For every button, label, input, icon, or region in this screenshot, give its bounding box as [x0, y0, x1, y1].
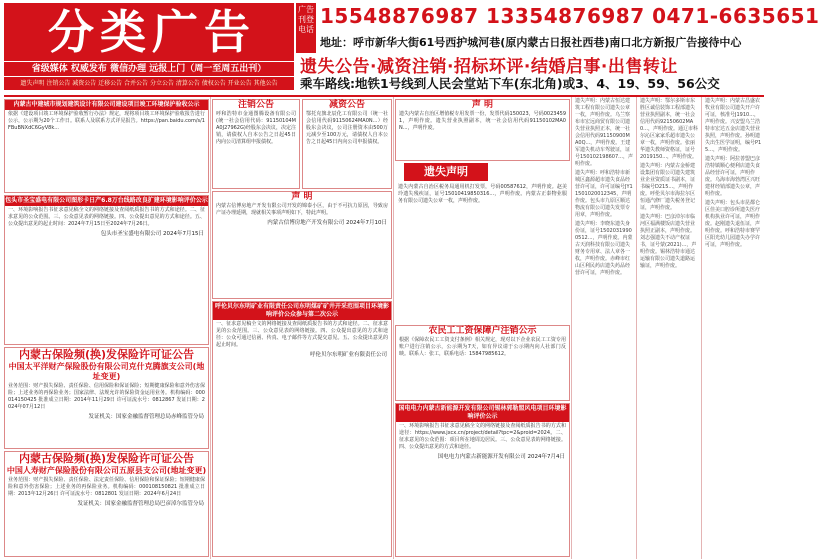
notice-body: 根据《保障农民工工资支付条例》相关规定，现对以下企业农民工工资专用账户进行注销公示，公示期为7天，如有异议请于公示期内向人社部门反映。联系人：张工，联系电话：15847985612。 [399, 337, 566, 357]
logo-block [4, 3, 294, 61]
notice-declaration [395, 99, 570, 161]
notice-title: 农民工工资保障户注销公示 [428, 326, 537, 336]
notice-signature: 发证机关：国家金融监督管理总局巴彦淖尔监管分局 [77, 501, 204, 507]
logo-text: 分类广告 [48, 5, 256, 59]
notice-body: 鄂托克旗北辰化工有限公司（统一社会信用代码91150624MA0N...）经股东会决议，公司注册资本由500万元减少至100万元，请债权人自本公告之日起45日内向公司申报债权。 [306, 111, 388, 145]
notice-title-bar: 国电电力内蒙古新能源开发有限公司锡林郭勒盟风电项目环境影响评价公示 [396, 404, 569, 422]
lost-notices-list: 遗失声明：内蒙古金桥建设集团有限公司遗失建筑业企业资质证书副本，证书编号D215...，声明作废。呼伦贝尔市海拉尔区恒通汽修厂遗失税务登记证，声明作废。 [640, 163, 696, 211]
lost-notices-list: 遗失声明：李晓东遗失身份证，证号15020319900512...，声明作废。内蒙古天润科技有限公司遗失财务专用章、法人章各一枚，声明作废。赤峰市红山区利民药店遗失药品经营许可证，声明作废。 [575, 221, 633, 276]
notice-signature: 呼伦贝尔东明矿业有限责任公司 [309, 352, 387, 358]
lost-notices-list: 遗失声明：内蒙古昌盛农牧业有限公司遗失开户许可证，核准号J1910...，声明作废。兴安盟乌兰浩特市宏达五金店遗失营业执照，声明作废。孙明遗失出生医学证明，编号P15...，声明作废。 [705, 98, 762, 153]
lost-notices-list: 遗失声明：阿拉善盟巴彦浩特镇顺心便利店遗失食品经营许可证，声明作废。乌海市海勃湾区兴旺建材经销部遗失公章，声明作废。 [705, 156, 761, 197]
notice-signature: 国电电力内蒙古新能源开发有限公司 2024年7月4日 [437, 454, 565, 460]
column-5 [638, 97, 700, 559]
lost-notices-list: 遗失声明：包头市昆都仑区佳美口腔诊所遗失医疗机构执业许可证，声明作废。赵刚遗失退伍证，声明作废。呼和浩特市赛罕区阳光幼儿园遗失办学许可证，声明作废。 [705, 200, 761, 248]
notice-env-acceptance [4, 99, 209, 193]
notice-body: 业务范围：财产损失保险、责任保险、法定责任保险、信用保险和保证保险；短期健康保险和意外伤害保险；上述业务的再保险业务。机构编码：000108150821 批准成立日期：2013年12月26日 许可证流水号：0812801 发证日期：2024年6月24日 [8, 477, 205, 497]
notice-title-bar: 包头市圣宝盛电有限公司图形卡日产6.8万台线路改良扩建环境影响评价公示 [5, 197, 208, 204]
notice-body: 业务范围：财产损失保险、责任保险、信用保险和保证保险；短期健康保险和意外伤害保险；上述业务的再保险业务；国家法律、法规允许的保险资金运用业务。机构编码：000014150425 批准成立日期：2014年11月29日 许可证流水号：0812867 发证日期：2024年07月12日 [8, 383, 205, 410]
notice-body: 呼和浩特市金通图腾设备有限公司(统一社会信用代码：91150104MA0J27962G)经股东会决议，决定注销，请债权人自本公告之日起45日内向公司清算组申报债权。 [216, 111, 296, 145]
bus-route-line: 乘车路线:地铁1号线到人民会堂站下车(东北角)或3、4、19、59、56公交 [300, 76, 720, 91]
notice-title-bar: 内蒙古中建城市规划建筑设计有限公司建设项目竣工环境保护验收公示 [5, 100, 208, 110]
column-2 [212, 97, 392, 559]
notice-cancellation [212, 99, 300, 189]
notice-body: 遗失内蒙古自治区税务局通用机打发票，号码00587612，声明作废。赵美玲遗失残疾证，证号15010419850316...，声明作废。内蒙古正泰物业服务有限公司遗失公章一枚，声明作废。 [398, 184, 567, 204]
address-line: 地址：呼市新华大街61号西护城河巷(原内蒙古日报社西巷)南口北方新报广告接待中心 [320, 36, 742, 49]
lost-notices-list: 遗失声明：巴彦淖尔市临河区福满楼饭店遗失营业执照正副本，声明作废。刘志强遗失不动产权证书，证号蒙(2021)...，声明作废。锡林浩特市通达运输有限公司遗失道路运输证，声明作废。 [640, 214, 697, 269]
notice-title-bar: 呼伦贝尔东明矿业有限责任公司东明煤矿矿井开采范围项目环境影响评价公众参与第二次公示 [214, 303, 389, 318]
lost-notices-list: 遗失声明：鄂尔多斯市东胜区诚信装饰工程部遗失营业执照副本，统一社会信用代码92150602MA0...，声明作废。通辽市科尔沁区家家乐超市遗失公章一枚，声明作废。张丽华遗失教师资格证，证号2019150...，声明作废。 [640, 98, 698, 160]
notice-title: 内蒙古保险频(换)发保险许可证公告 [18, 452, 195, 465]
notice-statement [212, 191, 392, 299]
column-divider [210, 97, 211, 559]
notice-insurance-2 [4, 451, 209, 557]
notice-signature: 内蒙古信博房地产开发有限公司 2024年7月10日 [267, 220, 387, 226]
notice-body: 一、征求意见稿全文的网络链接及查阅纸质报告书的方式和途径。二、征求意见的公众范围。三、公众意见表的网络链接。四、公众提出意见的方式和途径：公众可通过信函、传真、电子邮件等方式提交意见。五、公众提出意见的起止时间。 [216, 321, 388, 348]
slogan-bar-2: 遗失声明 注销公告 减资公告 迁移公告 合并公告 分立公告 清算公告 债权公告 开业公告 其他公告 [4, 77, 294, 90]
notice-subtitle: 中国人寿财产保险股份有限公司五原县支公司(地址变更) [6, 466, 207, 475]
phone-numbers: 15548876987 13354876987 0471-6635651 [320, 4, 819, 28]
column-divider [393, 97, 394, 559]
column-6 [703, 97, 764, 559]
notice-lost-items [395, 163, 570, 323]
notice-title: 内蒙古保险频(换)发保险许可证公告 [18, 348, 195, 361]
column-divider [636, 97, 637, 559]
notice-insurance-1 [4, 347, 209, 449]
notice-mine-env [212, 301, 392, 557]
notice-body: 依据《建设项目竣工环境保护验收暂行办法》规定，现将项目竣工环境保护验收报告进行公示，公示期为20个工作日。联系人及联系方式详见报告。https://pan.baidu.com/s/1FBuBNXdC6GyV8k... [8, 111, 205, 131]
lost-statement-banner: 遗失声明 [404, 163, 488, 181]
notice-env-impact [4, 195, 209, 345]
hotline-label: 广告刊登电话 [296, 3, 316, 53]
notice-wage-account [395, 325, 570, 401]
notice-signature: 发证机关：国家金融监督管理总局赤峰监管分局 [88, 414, 204, 420]
notice-power-env [395, 403, 570, 557]
notice-title: 减资公告 [328, 100, 365, 110]
notice-body: 一、环境影响报告书征求意见稿全文的网络链接及查阅纸质报告书的方式和途径：https://www.jxcx.cn/project/detail?tpc=2&proid=2024。二、征求意见的公众范围：项目所在地周边居民。三、公众意见表的网络链接。四、公众提出意见的方式和途径。 [399, 423, 566, 450]
notice-capital-reduction [302, 99, 392, 189]
column-divider [701, 97, 702, 559]
notice-title: 注销公告 [237, 100, 274, 110]
classified-content [4, 95, 764, 559]
notice-body: 一、环境影响报告书征求意见稿全文的网络链接及查阅纸质报告书的方式和途径。二、征求意见的公众范围。三、公众意见表的网络链接。四、公众提出意见的方式和途径。五、公众提出意见的起止时间：2024年7月15日至2024年7月26日。 [8, 207, 205, 227]
column-1 [4, 97, 209, 559]
ad-header [0, 0, 819, 92]
notice-title: 声 明 [471, 100, 494, 110]
lost-notices-list: 遗失声明：呼和浩特市新城区鑫源超市遗失食品经营许可证，许可证编号JY11501020012345，声明作废。包头市九原区顺达物流有限公司遗失发票专用章，声明作废。 [575, 170, 633, 218]
lost-notices-list: 遗失声明：内蒙古恒达建筑工程有限公司遗失公章一枚，声明作废。乌兰察布市宏远商贸有限公司遗失营业执照正本，统一社会信用代码91150900MA0Q...，声明作废。王建军遗失机动车驾驶证，证号150102198607...，声明作废。 [575, 98, 633, 167]
column-divider [571, 97, 572, 559]
column-4 [573, 97, 635, 559]
notice-signature: 包头市圣宝盛电有限公司 2024年7月15日 [100, 231, 204, 237]
notice-title: 声 明 [291, 192, 313, 202]
notice-subtitle: 中国太平洋财产保险股份有限公司克什克腾旗支公司(地址变更) [8, 362, 205, 381]
services-line: 遗失公告·减资注销·招标环评·结婚启事·出售转让 [300, 57, 678, 77]
slogan-bar: 省级媒体 权威发布 微信办理 远报上门（周一至周五出刊） [4, 62, 294, 76]
notice-body: 遗失内蒙古自治区增值税专用发票一份，发票代码150023，号码00234591，声明作废。遗失营业执照副本，统一社会信用代码91150102MA0N...，声明作废。 [399, 111, 566, 131]
notice-body: 内蒙古信博房地产开发有限公司开发的锦泰小区，由于不可抗力原因，导致房产证办理延期，现就相关事项声明如下，特此声明。 [216, 203, 388, 216]
